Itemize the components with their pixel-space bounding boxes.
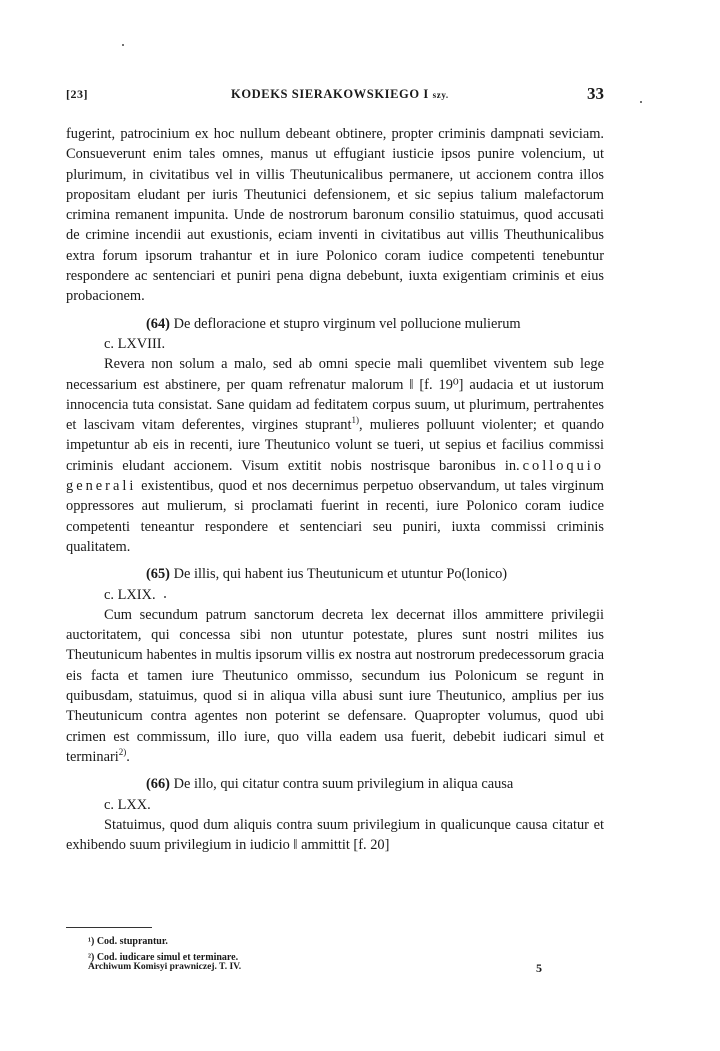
speck <box>640 101 642 103</box>
paragraph-text: existentibus, quod et nos decernimus perpetuo observandum, ut tales virginum oppressores aut mulierum, si proclamati fuerint in recenti, iure Polonico coram iudice competenti teneantur respondere et sentenciari seu puniri, iuxta commissi criminis qualitatem. <box>66 478 604 555</box>
running-title <box>231 87 449 102</box>
chapter-number: c. LXIX. <box>104 586 156 603</box>
section-heading-65 <box>66 564 604 584</box>
section-number: (64) <box>146 315 170 332</box>
signature-number: 5 <box>536 961 542 975</box>
paragraph-text: Cum secundum patrum sanctorum decreta lex decernat illos ammittere privilegii auctoritatem, qui concessa sibi non utuntur potestate, plures sunt nostri milites ius Theutunicum habentes in multis ipsorum villis ex nostra aut nostrorum predecessorum gracia eis facta et tamen iure Theutunico ommisso, secundum ius Polonicum se regunt in quibusdam, statuimus, quod si in aliqua villa abusi sunt iure Theutunico, amplius per ius Theutunicum contra agentes non poterint se defensare. Quapropter volumus, quod ubi crimen est commissum, illo iure, quo villa eadem usa fuerit, debebit iudicari simul et terminari <box>66 606 604 765</box>
paragraph-text: , mulieres polluunt violenter; et quando impetuntur ab eis in recenti, iure Theutunico volunt se tueri, ut sepius et facilius commissi criminis eludant accionem. Visum extitit nobis nostrisque baronibus in <box>66 417 604 474</box>
chapter-number: c. LXX. <box>104 796 151 813</box>
footnote-2: ²) Cod. iudicare simul et terminare. <box>88 952 239 963</box>
running-title-text: KODEKS SIERAKOWSKIEGO I <box>231 87 429 101</box>
speck <box>122 44 124 46</box>
footnote-1: ¹) Cod. stuprantur. <box>88 936 168 947</box>
section-heading-64 <box>66 314 604 334</box>
paragraph <box>66 354 604 557</box>
paragraph-text: Revera non solum a malo, sed ab omni specie mali quemlibet viventem sub lege necessarium est abstinere, per quam refrenatur malorum ǁ [f. 19⁰] audacia et ut iustorum innocencia tuta consistat. Sane quidam ad feditatem corpus suum, ut plurimum, pertrahentes et lascivam vitam deferentes, virgines stuprant <box>66 356 604 434</box>
body-text <box>66 124 604 855</box>
paragraph: Statuimus, quod dum aliquis contra suum privilegium in qualicunque causa citatur et exhibendo suum privilegium in iudicio ǁ ammittit [f. 20] <box>66 816 604 854</box>
spaced-text: .colloquio generali <box>66 457 604 495</box>
running-title-suffix: szy. <box>432 90 449 100</box>
section-number: (66) <box>146 776 170 793</box>
section-title: De illo, qui citatur contra suum privilegium in aliqua causa <box>173 776 514 793</box>
footnote-divider <box>66 927 152 928</box>
section-title: De defloracione et stupro virginum vel pollucione mulierum <box>173 315 521 332</box>
printer-signature: Archiwum Komisyi prawniczej. T. IV. <box>88 962 242 972</box>
folio-number: [23] <box>66 87 88 101</box>
chapter-number: c. LXVIII. <box>104 335 166 352</box>
section-heading-66 <box>66 774 604 794</box>
paragraph: fugerint, patrocinium ex hoc nullum debeant obtinere, propter criminis dampnati seviciam. Consueverunt enim tales omnes, manus ut effugiant iusticie ipsos punire volencium, ut plurimum, in civitatibus vel in villis Theutunicalibus permanere, ut accionem contra illos propositam eludant per iuris Theutunici defensionem, et sic sepius talium malefactorum crimina remanent impunita. Unde de nostrorum baronum consilio statuimus, quod accusati de crimine incendii aut exustionis, eciam inventi in civitatibus aut villis Theuthunicalibus extra forum ipsorum trahantur et in iure Polonico coram iudice competenti tenebuntur respondere ac sentenciari et puniri pena digna debebunt, iuxta exigentiam criminis et eius probacionem. <box>66 126 604 305</box>
paragraph <box>66 605 604 767</box>
section-number: (65) <box>146 566 170 583</box>
footnote-ref: 2) <box>118 747 127 758</box>
page-header <box>66 84 604 106</box>
paragraph-text: . <box>126 748 130 765</box>
page-number: 33 <box>587 84 604 103</box>
section-title: De illis, qui habent ius Theutunicum et utuntur Po(lonico) <box>173 566 508 583</box>
footnote-ref: 1) <box>351 415 359 426</box>
